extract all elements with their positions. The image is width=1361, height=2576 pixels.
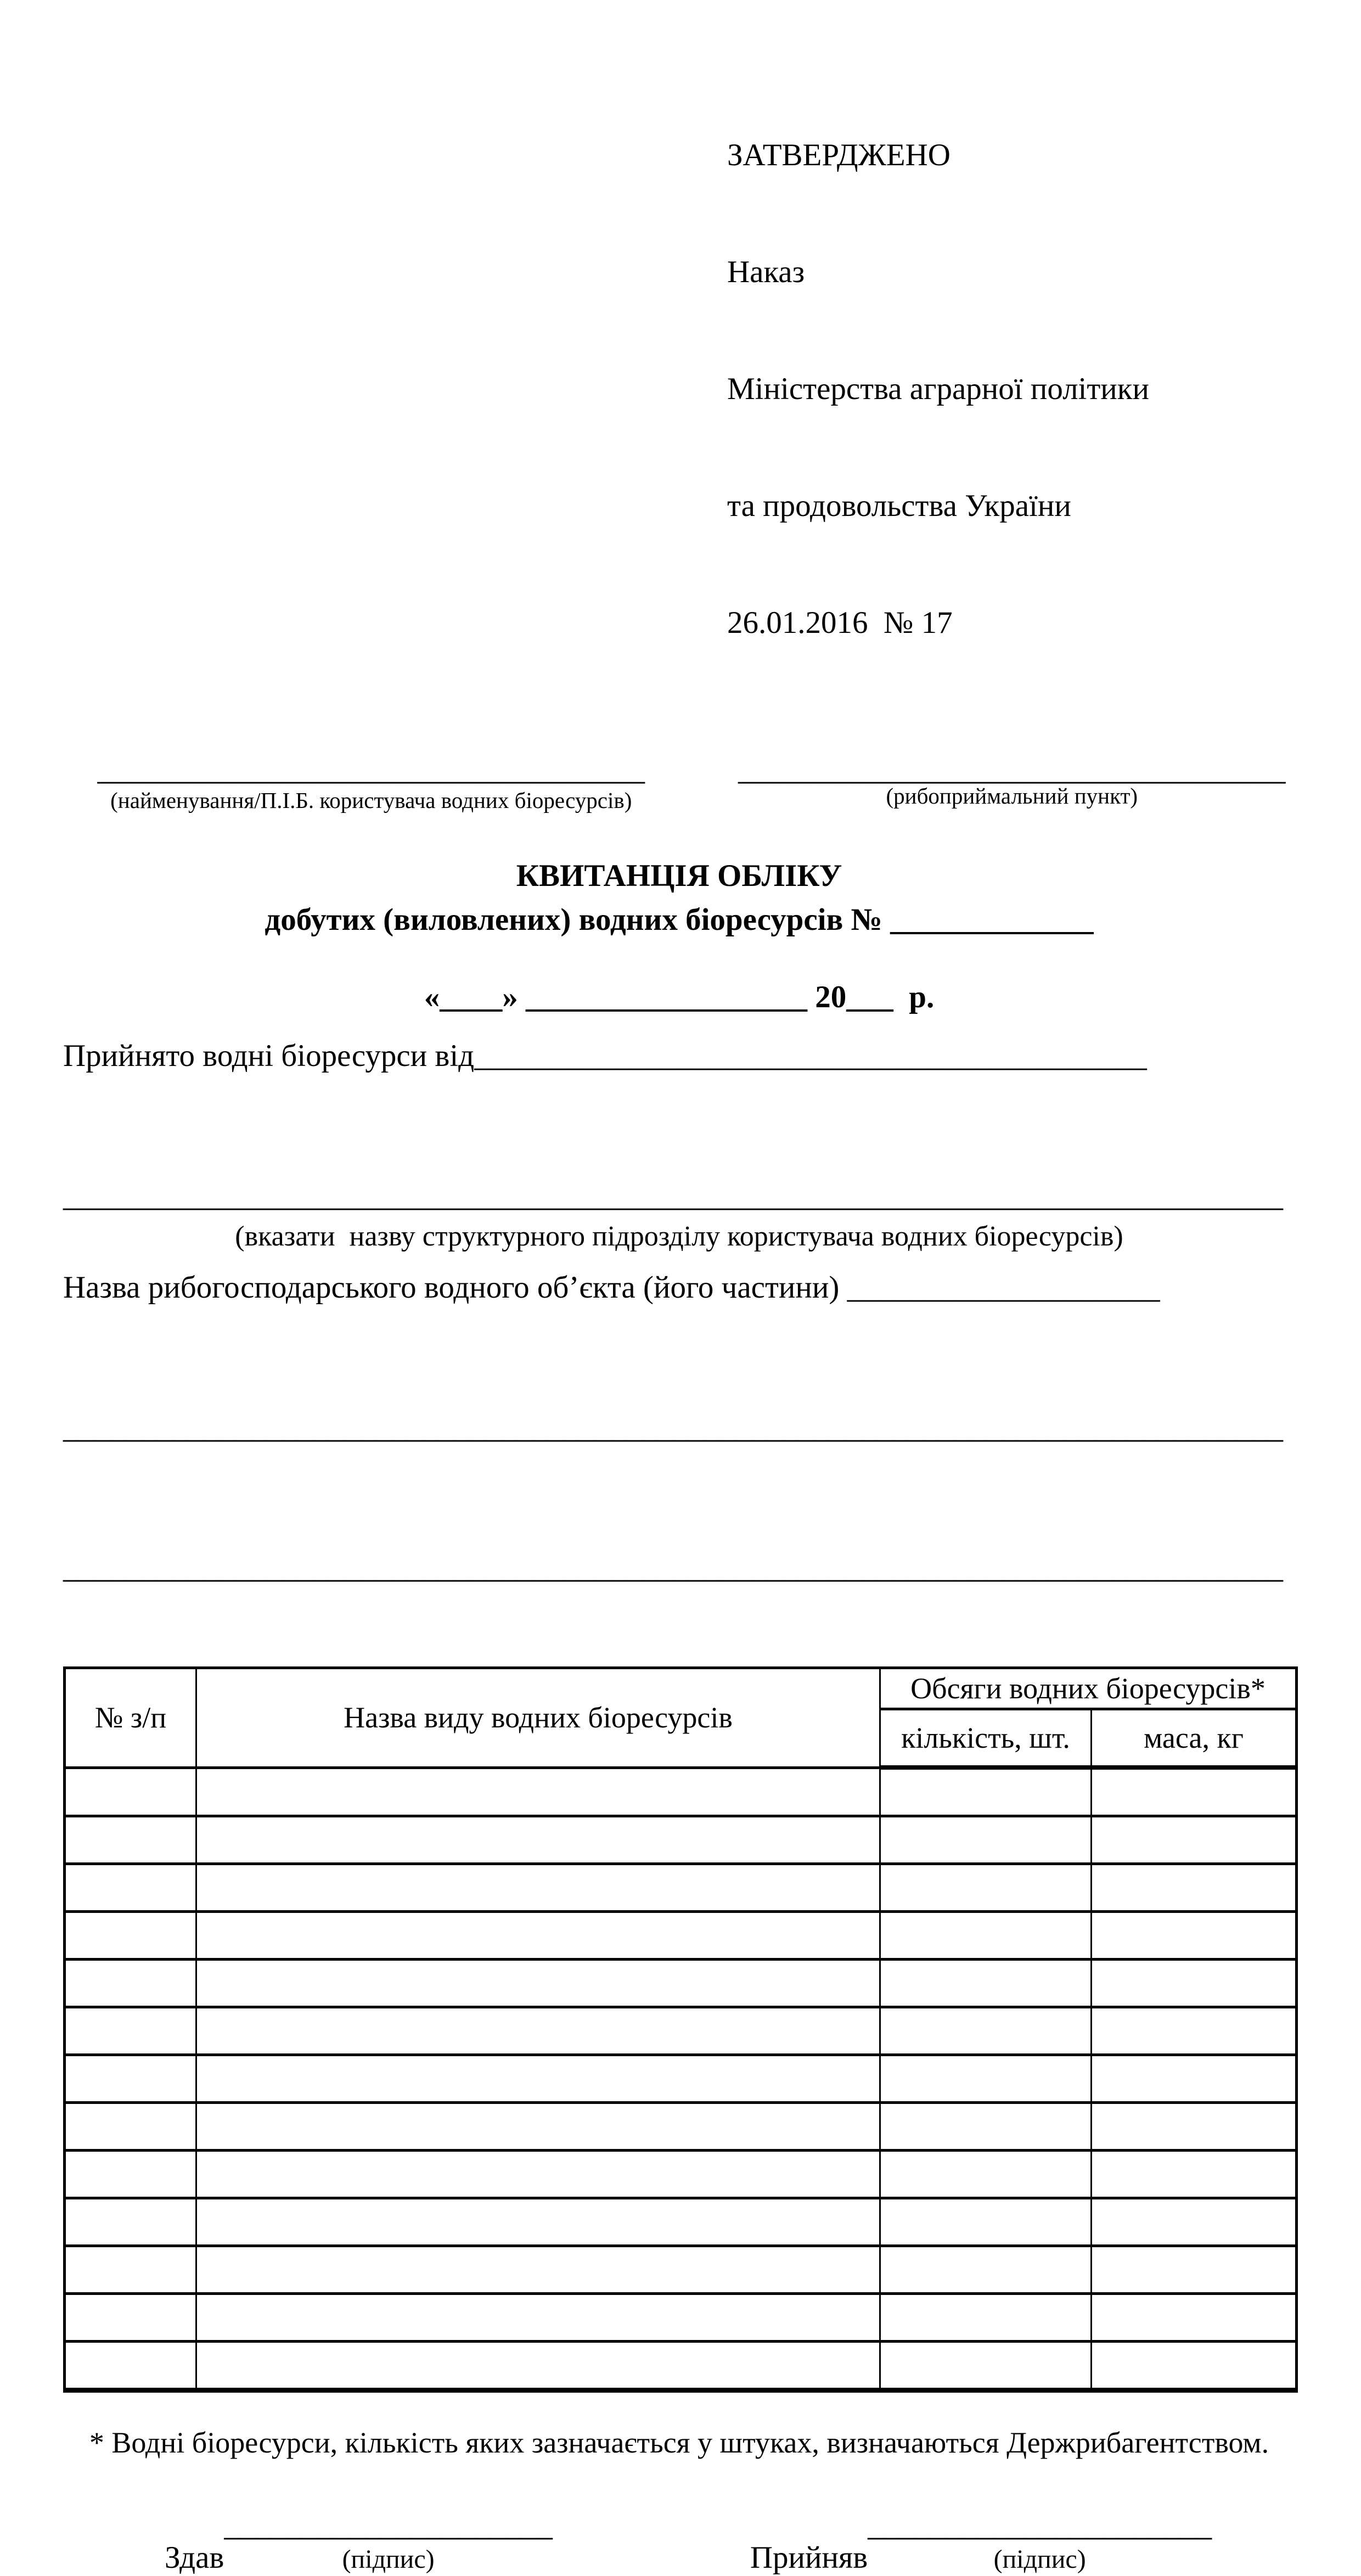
table-cell — [65, 1864, 196, 1912]
received-label: Прийняв — [750, 2540, 868, 2575]
table-row — [65, 1864, 1297, 1912]
table-cell — [1092, 2007, 1297, 2055]
table-cell — [1092, 2151, 1297, 2198]
table-cell — [880, 2007, 1092, 2055]
table-cell — [880, 2246, 1092, 2294]
table-row — [65, 2342, 1297, 2390]
table-cell — [196, 2007, 880, 2055]
gave-label: Здав — [165, 2540, 224, 2575]
table-row — [65, 2198, 1297, 2246]
object-paragraph — [63, 1264, 1295, 1591]
table-row — [65, 1767, 1297, 1816]
object-blank-line-2: ______________________________________________________________________________ — [63, 1410, 1283, 1445]
reception-point-caption: (рибоприймальний пункт) — [886, 783, 1138, 809]
gave-signature-caption: (підпис) — [342, 2545, 435, 2574]
table-cell — [196, 2055, 880, 2103]
table-cell — [65, 1960, 196, 2007]
table-cell — [880, 1912, 1092, 1960]
table-cell — [880, 2151, 1092, 2198]
title-line-1: КВИТАНЦІЯ ОБЛІКУ — [516, 858, 842, 893]
approval-date-number: 26.01.2016 № 17 — [727, 605, 953, 640]
date-line: «____» __________________ 20___ р. — [424, 980, 935, 1014]
table-cell — [1092, 1767, 1297, 1816]
table-row — [65, 1912, 1297, 1960]
table-cell — [1092, 2246, 1297, 2294]
table-row — [65, 2007, 1297, 2055]
table-cell — [196, 1960, 880, 2007]
approval-order: Наказ — [727, 255, 805, 289]
bioresources-table — [63, 1666, 1298, 2393]
table-header-row-1 — [65, 1668, 1297, 1709]
table-cell — [196, 1816, 880, 1864]
table-cell — [1092, 2055, 1297, 2103]
table-cell — [65, 1816, 196, 1864]
received-signature-stack — [868, 2507, 1212, 2576]
table-cell — [1092, 2103, 1297, 2151]
column-header-volumes: Обсяги водних біоресурсів* — [880, 1668, 1297, 1709]
table-cell — [65, 2342, 196, 2390]
table-cell — [880, 2103, 1092, 2151]
table-cell — [196, 2342, 880, 2390]
table-row — [65, 2246, 1297, 2294]
user-caption: (найменування/П.І.Б. користувача водних біоресурсів) — [110, 788, 632, 813]
received-blank-line-2: ______________________________________________________________________________ — [63, 1178, 1283, 1213]
receipt-number-blank: _____________ — [890, 902, 1094, 937]
table-row — [65, 2103, 1297, 2151]
received-signature-caption: (підпис) — [993, 2545, 1086, 2574]
received-blank: ___________________________________________ — [474, 1039, 1147, 1073]
received-text: Прийнято водні біоресурси від — [63, 1039, 475, 1073]
table-cell — [196, 2246, 880, 2294]
gave-signature-stack — [224, 2507, 553, 2576]
table-cell — [880, 2055, 1092, 2103]
column-header-mass: маса, кг — [1092, 1709, 1297, 1768]
bottom-signatures-row — [63, 2507, 1295, 2576]
received-paragraph — [63, 1032, 1295, 1219]
parties-row — [63, 753, 1295, 815]
unit-caption: (вказати назву структурного підрозділу користувача водних біоресурсів) — [235, 1221, 1123, 1252]
approval-approved: ЗАТВЕРДЖЕНО — [727, 138, 951, 172]
table-row — [65, 1960, 1297, 2007]
table-cell — [1092, 1960, 1297, 2007]
table-cell — [196, 1912, 880, 1960]
title-line-2 — [63, 898, 1295, 942]
table-cell — [1092, 1816, 1297, 1864]
table-cell — [880, 1960, 1092, 2007]
table-cell — [880, 1864, 1092, 1912]
table-cell — [196, 2103, 880, 2151]
table-cell — [196, 1767, 880, 1816]
table-cell — [65, 2294, 196, 2342]
approval-ministry-1: Міністерства аграрної політики — [727, 372, 1149, 406]
document-page — [0, 58, 1361, 2575]
user-blank-line: ___________________________________ — [97, 752, 645, 787]
table-cell — [65, 1767, 196, 1816]
table-cell — [65, 2007, 196, 2055]
party-reception-point — [729, 753, 1295, 815]
table-row — [65, 1816, 1297, 1864]
table-cell — [1092, 2198, 1297, 2246]
approval-block — [727, 58, 1295, 720]
table-cell — [65, 2055, 196, 2103]
footnote: * Водні біоресурси, кількість яких зазначається у штуках, визначаються Держрибагентством. — [89, 2426, 1269, 2459]
document-title — [63, 854, 1295, 942]
object-blank: ____________________ — [847, 1270, 1160, 1305]
table-cell — [1092, 1912, 1297, 1960]
table-cell — [1092, 1864, 1297, 1912]
table-cell — [880, 1816, 1092, 1864]
table-cell — [880, 2198, 1092, 2246]
table-cell — [880, 2294, 1092, 2342]
title-line-2-text: добутих (виловлених) водних біоресурсів № — [265, 902, 891, 937]
table-cell — [196, 1864, 880, 1912]
column-header-quantity: кількість, шт. — [880, 1709, 1092, 1768]
table-row — [65, 2055, 1297, 2103]
table-header — [65, 1668, 1297, 1768]
table-cell — [196, 2198, 880, 2246]
table-cell — [65, 2246, 196, 2294]
table-cell — [880, 1767, 1092, 1816]
column-header-number: № з/п — [65, 1668, 196, 1768]
table-row — [65, 2151, 1297, 2198]
table-cell — [196, 2151, 880, 2198]
received-blank-line: ______________________ — [868, 2508, 1212, 2543]
approval-ministry-2: та продовольства України — [727, 489, 1071, 523]
table-cell — [65, 2151, 196, 2198]
column-header-species: Назва виду водних біоресурсів — [196, 1668, 880, 1768]
object-text: Назва рибогосподарського водного об’єкта (його частини) — [63, 1270, 847, 1305]
table-cell — [65, 2103, 196, 2151]
table-cell — [1092, 2342, 1297, 2390]
gave-blank-line: _____________________ — [224, 2508, 553, 2543]
party-user — [91, 753, 652, 815]
object-blank-line-3: ______________________________________________________________________________ — [63, 1550, 1283, 1585]
table-body — [65, 1767, 1297, 2390]
table-cell — [880, 2342, 1092, 2390]
signature-received — [750, 2507, 1212, 2576]
table-cell — [65, 2198, 196, 2246]
table-row — [65, 2294, 1297, 2342]
table-cell — [196, 2294, 880, 2342]
signature-gave — [165, 2507, 553, 2576]
table-cell — [1092, 2294, 1297, 2342]
reception-point-blank-line: ___________________________________ — [738, 752, 1286, 787]
table-cell — [65, 1912, 196, 1960]
